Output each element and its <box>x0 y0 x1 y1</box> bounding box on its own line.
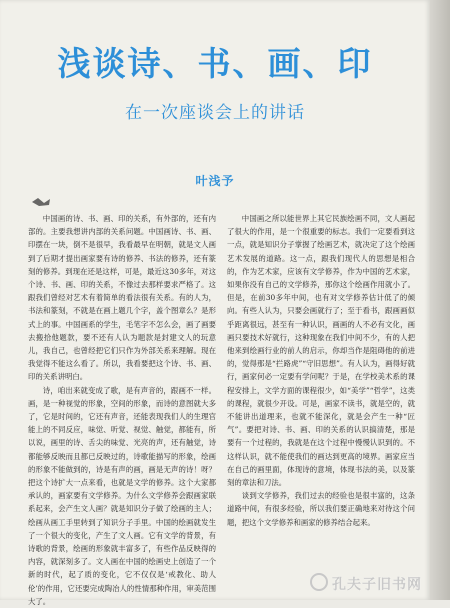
watermark-text: 孔夫子旧书网 <box>332 577 422 593</box>
watermark-logo-icon <box>310 573 328 591</box>
watermark <box>310 573 422 594</box>
article-title: 浅谈诗、书、画、印 <box>57 44 373 83</box>
right-text-column <box>227 212 415 596</box>
ink-stamp-mark <box>30 196 52 208</box>
article-subtitle: 在一次座谈会上的讲话 <box>125 103 305 123</box>
paragraph: 诗，咱出来就变成了歌，是有声音的，跟画不一样。画，是一种视觉的形象，空间的形象，而诗的意图就大多了，它是时间的，它还有声音，还能表现我们人的生理官能上的不同反应，味觉、听觉、视觉、触觉，都能有，所以说，画里的诗、舌尖的味觉、光亮的声，还有触觉，诗都能够反映而且都已反映过的，诗歌能描写的形象，绘画的形象不能做到的，诗是有声的画，画是无声的诗！呀？把这个诗扩大一点来看，也就是文学的修养。这个大家都承认的，画家要有文学修养。为什么文学修养会跟画家联系起来，会产生文人画？就是知识分子做了绘画的主人；绘画从画工手里转到了知识分子手里。中国的绘画就发生了一个很大的变化，产生了文人画。它有文学的背景，有诗歌的背景，绘画的形象就丰富多了，有些作品反映得的内容，就深刻多了。文人画在中国的绘画史上创造了一个新的时代，起了质的变化，它不仅仅是‘戒教化、助人伦’的作用，它还要完成陶冶人的性情那种作用，审美范围大了。 <box>28 385 216 606</box>
paragraph: 中国画之所以能世界上其它民族绘画不同，文人画起了很大的作用，是一个很重要的标志。我们一定要看到这一点，就是知识分子掌握了绘画艺术，就决定了这个绘画艺术发展的道路。这一点，跟我们现代人的思想是相合的，作为艺术家，应该有文学修养，作为中国的艺术家，如果你没有自己的文学修养，那你这个绘画作用就小了。但是，在前30多年中间，也有对文学修养估计低了的倾向。有些人认为，只要会画就行了；至于看书，跟画画似乎距离很远，甚至有一种认识，画画的人不必有文化，画画只要技术好就行，这种现象在我们中间不少，有的人把他来到绘画行业的前人的启示，你却当作是阻碍他的前进的，觉得那是“拦路虎”“守旧思想”。有人认为，画得好就行，画家何必一定要有学问呢？于是，在学校美术系的课程安排上，文学方面的课程很少，如“美学”“哲学”，这类的课程，就很少开设。可是，画家不读书，就是空的，就不能讲出道理来，也就不能深化，就是会产生一种“匠气”。要把对诗、书、画、印的关系的认识搞清楚，那是要有一个过程的，我就是在这个过程中慢慢认识到的。不这样认识，就不能使我们的画达到更高的境界。画家应当在自己的画里面，体现诗的意境，体现书法的美，以及篆刻的章法和刀法。 <box>227 214 415 488</box>
next-page-edge <box>430 0 450 600</box>
author-name: 叶浅予 <box>195 174 235 188</box>
paragraph: 谈到文学修养，我们过去的经验也是很丰富的，这条道路中间，有很多经验，所以我们要正确地来对待这个问题，把这个文学修养和画家的修养结合起来。 <box>227 491 415 527</box>
paragraph: 中国画的诗、书、画、印的关系，有外部的，还有内部的。主要我想讲内部的关系问题。中国画诗、书、画、印摆在一块，倒不是很早，我看最早在明朝，就是文人画到了后期才提出画家要有诗的修养、书法的修养，还有篆刻的修养。到现在还是这样，可是，最近这30多年，对这个诗、书、画、印的关系，不像过去那样要求严格了。这跟我们曾经对艺术有着简单的看法很有关系。有的人为，书法和篆刻，不就是在画上题几个字，盖个图章么？是形式上的事。中国画系的学生，毛笔字不怎么会，画了画要去搬拾他题款，要不还有人认为题款是封建文人的玩意儿，我自己，也曾经把它们只作为外部关系来理解。现在我觉得不能这么看了。所以，我看要把这个诗、书、画、印的关系讲明白。 <box>28 214 216 382</box>
left-text-column <box>28 212 216 606</box>
